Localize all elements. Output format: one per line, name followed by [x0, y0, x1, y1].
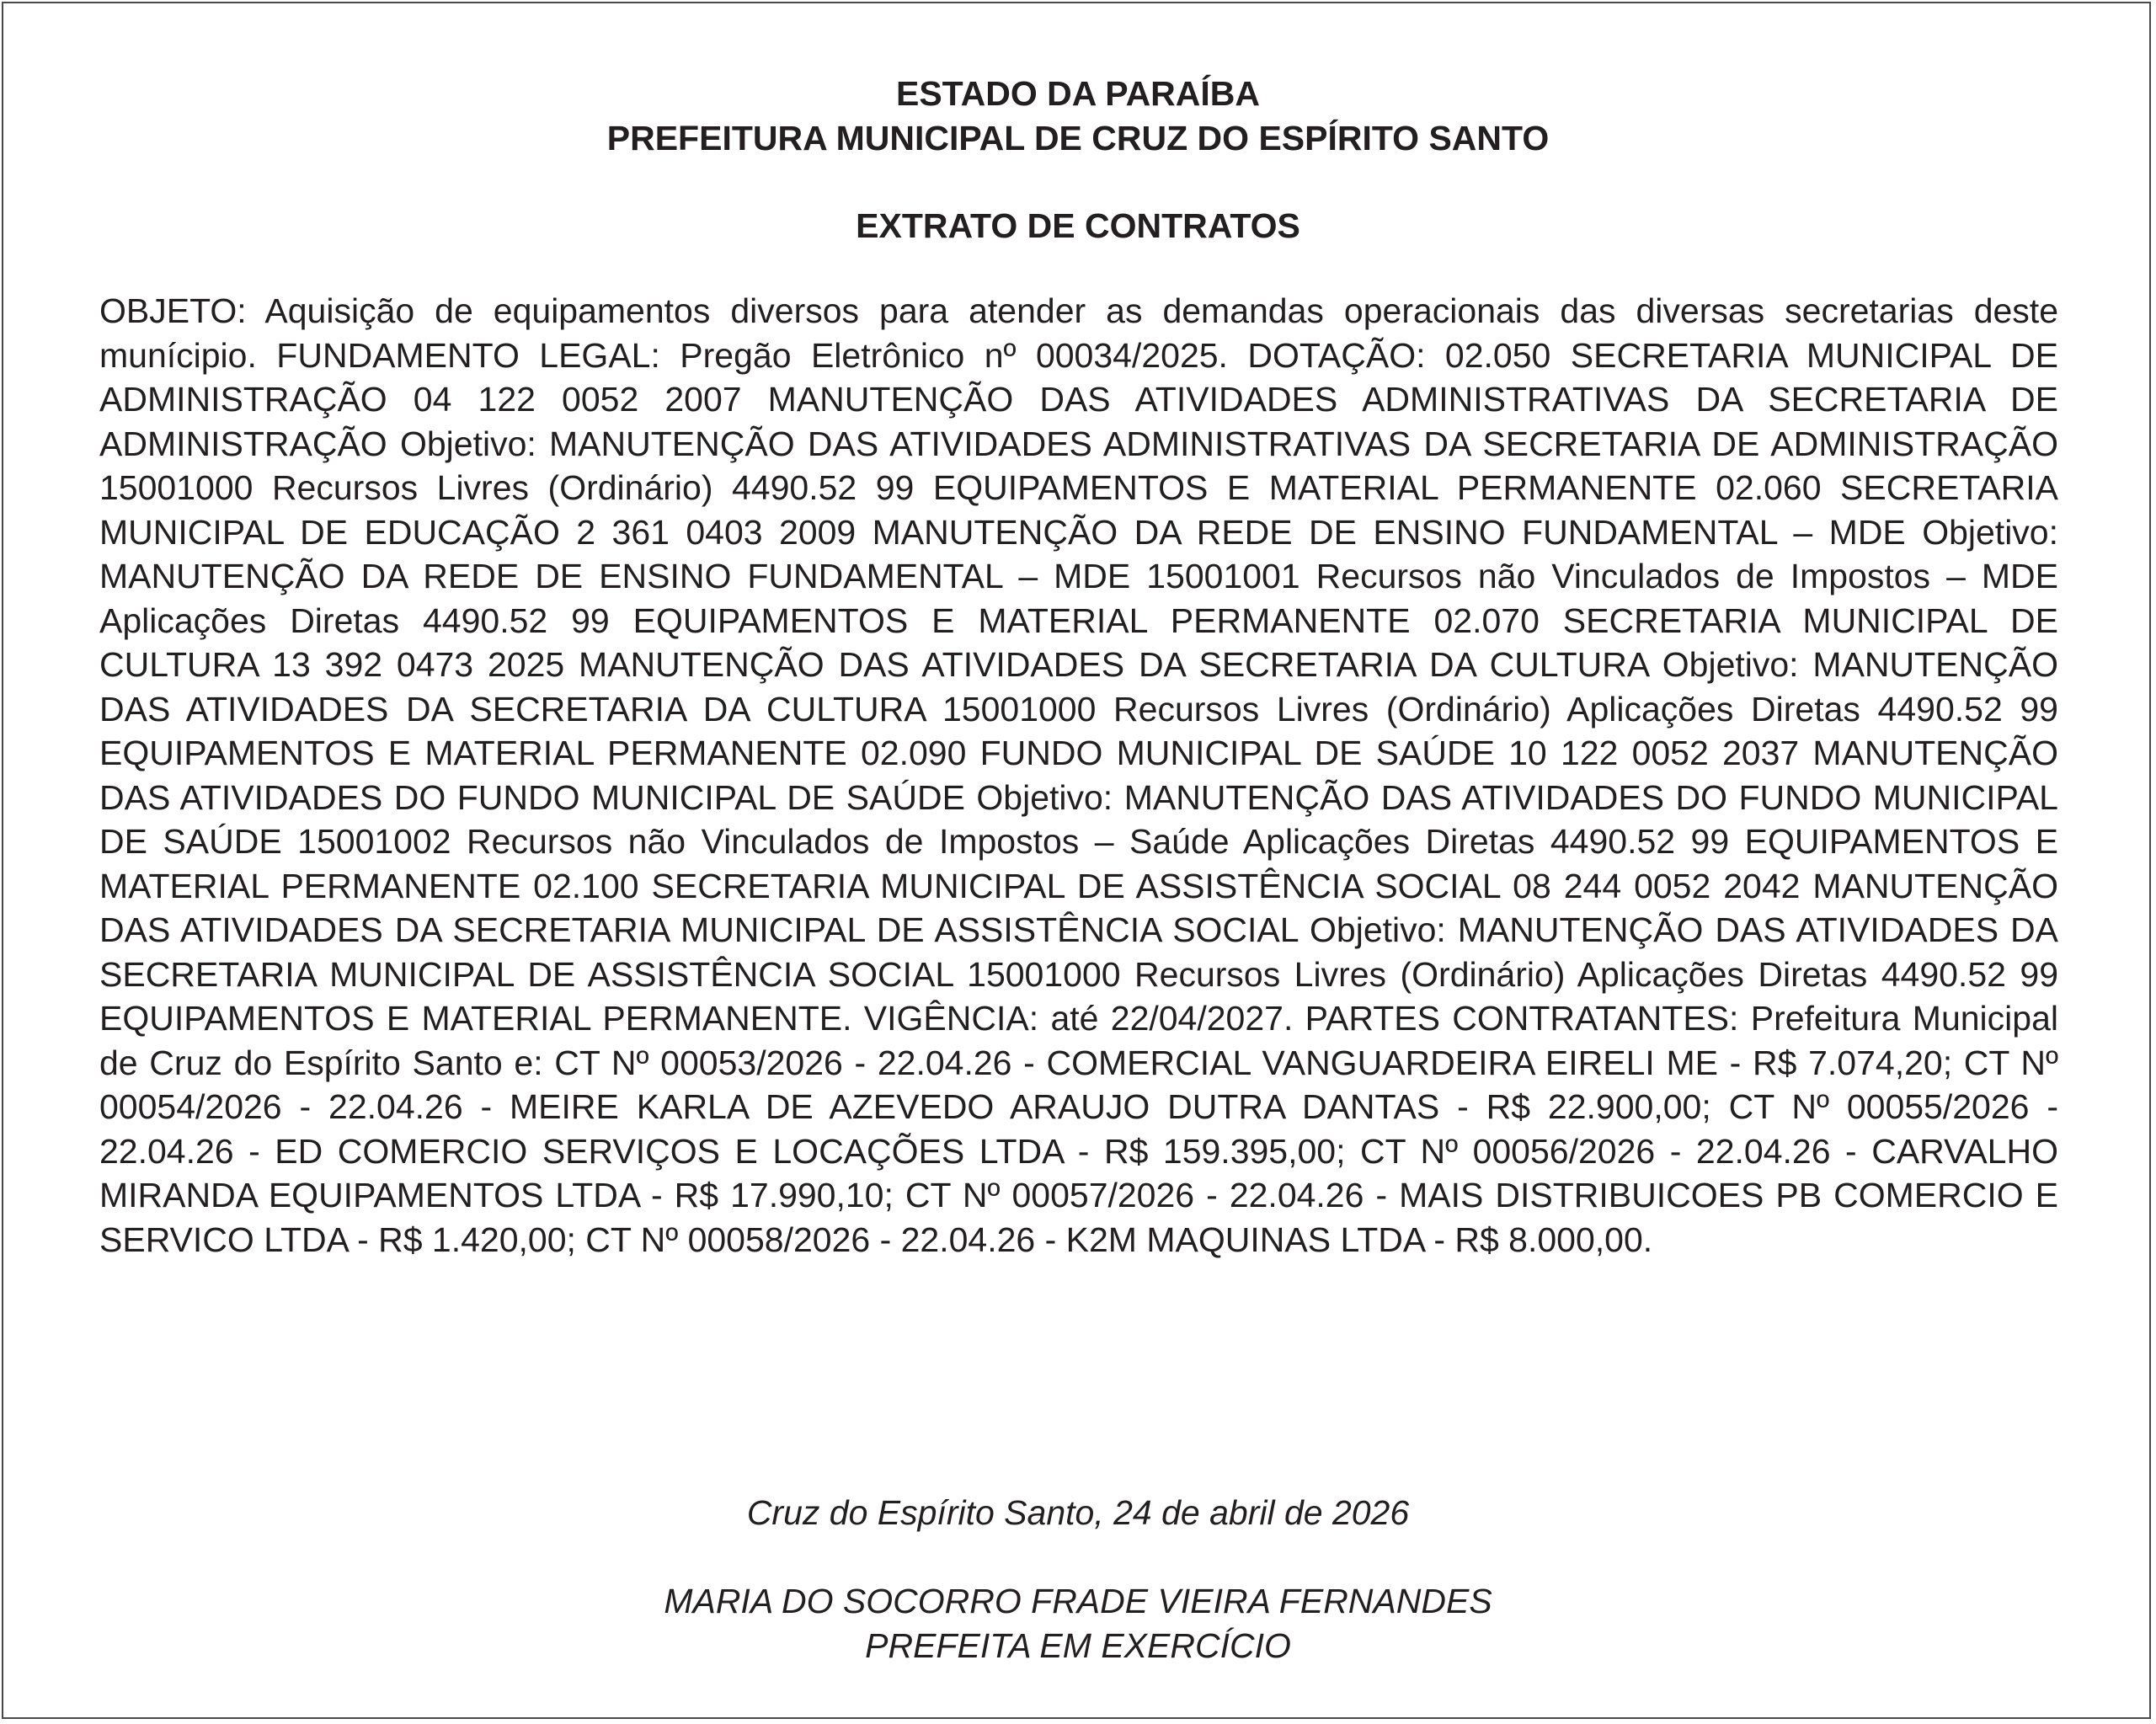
- document-title: EXTRATO DE CONTRATOS: [856, 206, 1300, 245]
- signatory-name: MARIA DO SOCORRO FRADE VIEIRA FERNANDES: [664, 1582, 1492, 1620]
- signatory-role: PREFEITA EM EXERCÍCIO: [865, 1626, 1291, 1665]
- contract-extract-body: OBJETO: Aquisição de equipamentos diversos para atender as demandas operacionais das diversas secretarias deste munícipio. FUNDAMENTO LEGAL: Pregão Eletrônico nº 00034/2025. DOTAÇÃO: 02.050 SECRETARIA MUNICIPAL DE ADMINISTRAÇÃO 04 122 0052 2007 MANUTENÇÃO DAS ATIVIDADES ADMINISTRATIVAS DA SECRETARIA DE ADMINISTRAÇÃO Objetivo: MANUTENÇÃO DAS ATIVIDADES ADMINISTRATIVAS DA SECRETARIA DE ADMINISTRAÇÃO 15001000 Recursos Livres (Ordinário) 4490.52 99 EQUIPAMENTOS E MATERIAL PERMANENTE 02.060 SECRETARIA MUNICIPAL DE EDUCAÇÃO 2 361 0403 2009 MANUTENÇÃO DA REDE DE ENSINO FUNDAMENTAL – MDE Objetivo: MANUTENÇÃO DA REDE DE ENSINO FUNDAMENTAL – MDE 15001001 Recursos não Vinculados de Impostos – MDE Aplicações Diretas 4490.52 99 EQUIPAMENTOS E MATERIAL PERMANENTE 02.070 SECRETARIA MUNICIPAL DE CULTURA 13 392 0473 2025 MANUTENÇÃO DAS ATIVIDADES DA SECRETARIA DA CULTURA Objetivo: MANUTENÇÃO DAS ATIVIDADES DA SECRETARIA DA CULTURA 15001000 Recursos Livres (Ordinário) Aplicações Diretas 4490.52 99 EQUIPAMENTOS E MATERIAL PERMANENTE 02.090 FUNDO MUNICIPAL DE SAÚDE 10 122 0052 2037 MANUTENÇÃO DAS ATIVIDADES DO FUNDO MUNICIPAL DE SAÚDE Objetivo: MANUTENÇÃO DAS ATIVIDADES DO FUNDO MUNICIPAL DE SAÚDE 15001002 Recursos não Vinculados de Impostos – Saúde Aplicações Diretas 4490.52 99 EQUIPAMENTOS E MATERIAL PERMANENTE 02.100 SECRETARIA MUNICIPAL DE ASSISTÊNCIA SOCIAL 08 244 0052 2042 MANUTENÇÃO DAS ATIVIDADES DA SECRETARIA MUNICIPAL DE ASSISTÊNCIA SOCIAL Objetivo: MANUTENÇÃO DAS ATIVIDADES DA SECRETARIA MUNICIPAL DE ASSISTÊNCIA SOCIAL 15001000 Recursos Livres (Ordinário) Aplicações Diretas 4490.52 99 EQUIPAMENTOS E MATERIAL PERMANENTE. VIGÊNCIA: até 22/04/2027. PARTES CONTRATANTES: Prefeitura Municipal de Cruz do Espírito Santo e: CT Nº 00053/2026 - 22.04.26 - COMERCIAL VANGUARDEIRA EIRELI ME - R$ 7.074,20; CT Nº 00054/2026 - 22.04.26 - MEIRE KARLA DE AZEVEDO ARAUJO DUTRA DANTAS - R$ 22.900,00; CT Nº 00055/2026 - 22.04.26 - ED COMERCIO SERVIÇOS E LOCAÇÕES LTDA - R$ 159.395,00; CT Nº 00056/2026 - 22.04.26 - CARVALHO MIRANDA EQUIPAMENTOS LTDA - R$ 17.990,10; CT Nº 00057/2026 - 22.04.26 - MAIS DISTRIBUICOES PB COMERCIO E SERVICO LTDA - R$ 1.420,00; CT Nº 00058/2026 - 22.04.26 - K2M MAQUINAS LTDA - R$ 8.000,00.: [99, 291, 2058, 1259]
- municipality-heading: PREFEITURA MUNICIPAL DE CRUZ DO ESPÍRITO SANTO: [606, 119, 1550, 157]
- place-date-line: Cruz do Espírito Santo, 24 de abril de 2026: [746, 1493, 1410, 1532]
- state-heading: ESTADO DA PARAÍBA: [895, 74, 1261, 113]
